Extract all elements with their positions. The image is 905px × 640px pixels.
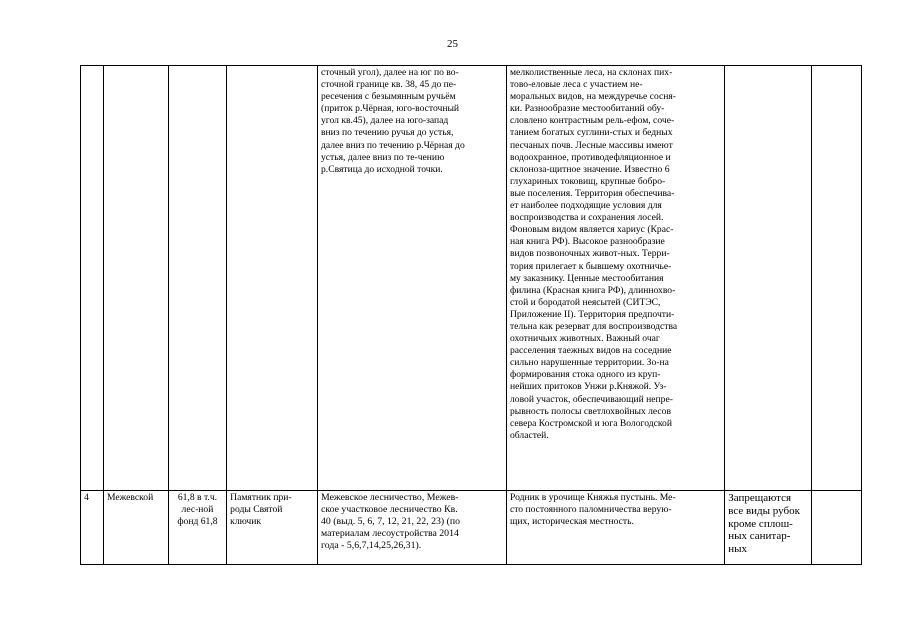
description-line: нейших притоков Унжи р.Княжой. Уз- xyxy=(509,381,667,393)
cell-description xyxy=(506,491,724,565)
regime-line: ных xyxy=(728,543,747,556)
description-line: танием богатых суглини-стых и бедных xyxy=(509,127,673,139)
category-line: ключик xyxy=(230,516,262,528)
category-line: Памятник при- xyxy=(230,492,292,503)
cell-last-empty xyxy=(811,66,861,491)
boundary-line: угол кв.45), далее на юго-запад xyxy=(321,115,449,127)
description-line: ки. Разнообразие местообитаний обу- xyxy=(509,103,665,115)
description-line: вые поселения. Территория обеспечива- xyxy=(509,187,675,199)
regime-line: Запрещаются xyxy=(728,492,792,504)
cell-boundaries xyxy=(318,491,507,565)
description-line: областей. xyxy=(509,429,549,441)
description-line: охотничьих животных. Важный очаг xyxy=(509,333,660,345)
description-line: ет наиболее подходящие условия для xyxy=(509,200,662,212)
description-line: ная книга РФ). Высокое разнообразие xyxy=(509,236,665,248)
description-line: Родник в урочище Княжья пустынь. Ме- xyxy=(509,492,676,503)
boundary-line: ресечения с безымянным ручьём xyxy=(321,91,456,103)
boundary-line: материалам лесоустройства 2014 xyxy=(321,528,459,540)
boundary-line: р.Святица до исходной точки. xyxy=(321,163,443,175)
description-line: мелколиственные леса, на склонах пих- xyxy=(509,67,673,78)
area-line: лес-ной xyxy=(181,504,214,516)
regime-line: ных санитар- xyxy=(728,530,791,543)
description-line: сто постоянного паломничества верую- xyxy=(509,504,672,516)
table-row-continued xyxy=(81,66,862,491)
boundary-line: вниз по течению ручья до устья, xyxy=(321,127,454,139)
cell-forestry: Межевской xyxy=(103,491,168,565)
area-line: фонд 61,8 xyxy=(177,516,218,528)
description-line: Приложение II). Территория предпочти- xyxy=(509,308,675,320)
area-line: 61,8 в т.ч. xyxy=(177,492,218,503)
boundary-line: сточной границе кв. 38, 45 до пе- xyxy=(321,79,457,91)
boundary-line: далее вниз по течению р.Чёрная до xyxy=(321,139,465,151)
description-line: глухариных токовищ, крупные бобро- xyxy=(509,175,666,187)
description-line: му заказнику. Ценные местообитания xyxy=(509,272,664,284)
description-line: склоноза-щитное значение. Известно 6 xyxy=(509,163,670,175)
description-line: тово-еловые леса с участием не- xyxy=(509,79,643,91)
boundary-line: сточный угол), далее на юг по во- xyxy=(321,67,459,78)
cell-area xyxy=(168,491,226,565)
table-row-4 xyxy=(81,491,862,565)
boundary-line: ское участковое лесничество Кв. xyxy=(321,504,458,516)
boundary-line: устья, далее вниз по те-чению xyxy=(321,151,445,163)
description-line: севера Костромской и юга Вологодской xyxy=(509,417,672,429)
boundary-line: 40 (выд. 5, 6, 7, 12, 21, 22, 23) (по xyxy=(321,516,460,528)
description-line: воспроизводства и сохранения лосей. xyxy=(509,212,664,224)
boundary-line: года - 5,6,7,14,25,26,31). xyxy=(321,540,422,552)
cell-regime-empty xyxy=(725,66,812,491)
cell-number: 4 xyxy=(81,491,104,565)
description-line: моральных видов, на междуречье сосня- xyxy=(509,91,676,103)
cell-last-empty xyxy=(811,491,861,565)
cell-boundaries xyxy=(318,66,507,491)
description-line: Фоновым видом является хариус (Крас- xyxy=(509,224,674,236)
cell-category-empty xyxy=(227,66,318,491)
cell-description xyxy=(506,66,724,491)
description-line: филина (Красная книга РФ), длиннохво- xyxy=(509,284,676,296)
regime-line: кроме сплош- xyxy=(728,517,793,530)
cell-forestry-empty xyxy=(103,66,168,491)
description-line: сильно нарушенные территории. Зо-на xyxy=(509,357,669,369)
description-line: тория прилегает к бывшему охотничье- xyxy=(509,260,672,272)
description-line: словлено контрастным рель-ефом, соче- xyxy=(509,115,675,127)
description-line: стой и бородатой неясытей (СИТЭС, xyxy=(509,296,661,308)
protected-areas-table xyxy=(80,65,862,565)
cell-area-empty xyxy=(168,66,226,491)
page-number: 25 xyxy=(447,38,458,50)
description-line: щих, историческая местность. xyxy=(509,516,634,528)
boundary-line: Межевское лесничество, Межев- xyxy=(321,492,459,503)
cell-number-empty xyxy=(81,66,104,491)
description-line: песчаных почв. Лесные массивы имеют xyxy=(509,139,673,151)
description-line: расселения таежных видов на соседние xyxy=(509,345,672,357)
boundary-line: (приток р.Чёрная, юго-восточный xyxy=(321,103,460,115)
description-line: видов позвоночных живот-ных. Терри- xyxy=(509,248,670,260)
description-line: ловой участок, обеспечивающий непре- xyxy=(509,393,673,405)
cell-regime xyxy=(725,491,812,565)
description-line: водоохранное, противодефляционное и xyxy=(509,151,671,163)
category-line: роды Святой xyxy=(230,504,283,516)
description-line: формирования стока одного из круп- xyxy=(509,369,661,381)
regime-line: все виды рубок xyxy=(728,504,800,517)
description-line: рывность полосы светлохвойных лесов xyxy=(509,405,672,417)
description-line: тельна как резерват для воспроизводства xyxy=(509,320,678,332)
cell-category xyxy=(227,491,318,565)
